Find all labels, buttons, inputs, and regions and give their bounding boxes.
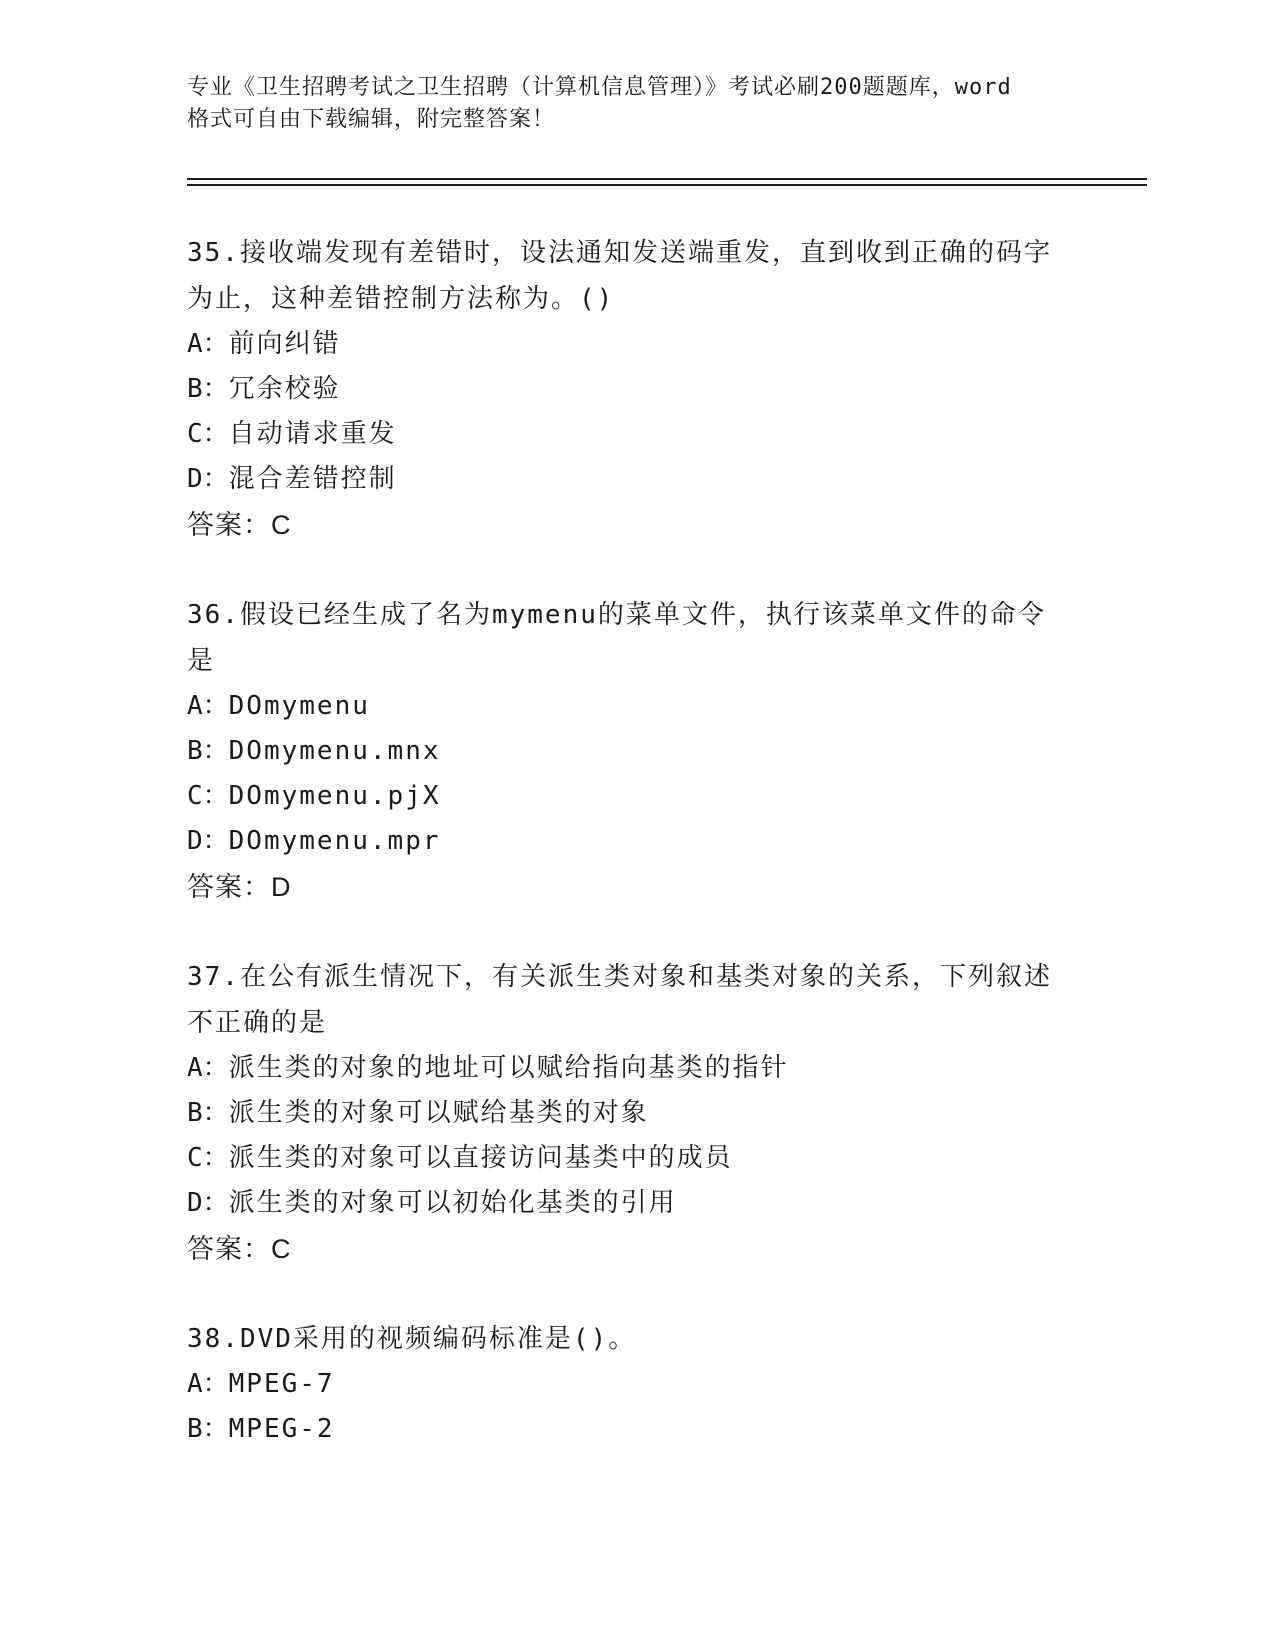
question-35: [187, 230, 1087, 548]
option-a: [187, 684, 1087, 729]
option-text: 派生类的对象可以直接访问基类中的成员: [228, 1143, 733, 1173]
question-36: [187, 592, 1087, 910]
option-letter: B：: [187, 1098, 229, 1128]
option-letter: C：: [187, 781, 229, 811]
option-a: [187, 1362, 1087, 1407]
answer: 答案：C: [187, 510, 292, 540]
option-text: 自动请求重发: [228, 419, 397, 449]
option-text: DOmymenu.pjX: [228, 781, 441, 811]
question-text-line: 38.DVD采用的视频编码标准是()。: [187, 1324, 637, 1354]
option-text: 派生类的对象可以初始化基类的引用: [228, 1188, 677, 1218]
question-list: [187, 230, 1087, 1496]
question-text-line: 是: [187, 646, 216, 676]
option-letter: C：: [187, 1143, 229, 1173]
option-letter: A：: [187, 691, 229, 721]
question-text-line: 37.在公有派生情况下，有关派生类对象和基类对象的关系，下列叙述: [187, 962, 1052, 992]
option-letter: A：: [187, 329, 229, 359]
option-letter: D：: [187, 464, 229, 494]
option-text: MPEG-2: [228, 1414, 335, 1444]
option-letter: B：: [187, 1414, 229, 1444]
option-c: [187, 774, 1087, 819]
option-text: DOmymenu.mnx: [228, 736, 441, 766]
option-text: 混合差错控制: [228, 464, 397, 494]
option-text: DOmymenu: [228, 691, 370, 721]
option-letter: A：: [187, 1369, 229, 1399]
option-a: [187, 322, 1087, 367]
option-letter: B：: [187, 736, 229, 766]
option-text: 派生类的对象可以赋给基类的对象: [228, 1098, 649, 1128]
option-d: [187, 457, 1087, 502]
option-b: [187, 1407, 1087, 1452]
option-text: 前向纠错: [228, 329, 341, 359]
option-letter: D：: [187, 1188, 229, 1218]
header-divider-bottom: [187, 184, 1147, 186]
option-letter: A：: [187, 1053, 229, 1083]
option-letter: D：: [187, 826, 229, 856]
question-text-line: 不正确的是: [187, 1008, 328, 1038]
option-d: [187, 819, 1087, 864]
option-letter: B：: [187, 374, 229, 404]
option-c: [187, 412, 1087, 457]
option-b: [187, 729, 1087, 774]
question-text-line: 35.接收端发现有差错时，设法通知发送端重发，直到收到正确的码字: [187, 238, 1052, 268]
answer: 答案：D: [187, 872, 292, 902]
document-header: [187, 72, 1087, 136]
option-text: 派生类的对象的地址可以赋给指向基类的指针: [228, 1053, 789, 1083]
header-divider-top: [187, 178, 1147, 180]
question-37: [187, 954, 1087, 1272]
option-b: [187, 1091, 1087, 1136]
option-text: DOmymenu.mpr: [228, 826, 441, 856]
header-line-1: 专业《卫生招聘考试之卫生招聘（计算机信息管理）》考试必刷200题题库，word: [187, 75, 1012, 100]
option-text: 冗余校验: [228, 374, 341, 404]
option-d: [187, 1181, 1087, 1226]
option-c: [187, 1136, 1087, 1181]
answer: 答案：C: [187, 1234, 292, 1264]
option-b: [187, 367, 1087, 412]
option-letter: C：: [187, 419, 229, 449]
header-line-2: 格式可自由下载编辑，附完整答案！: [187, 107, 556, 132]
question-38: [187, 1316, 1087, 1452]
question-text-line: 36.假设已经生成了名为mymenu的菜单文件，执行该菜单文件的命令: [187, 600, 1046, 630]
question-text-line: 为止，这种差错控制方法称为。(): [187, 284, 615, 314]
option-text: MPEG-7: [228, 1369, 335, 1399]
option-a: [187, 1046, 1087, 1091]
